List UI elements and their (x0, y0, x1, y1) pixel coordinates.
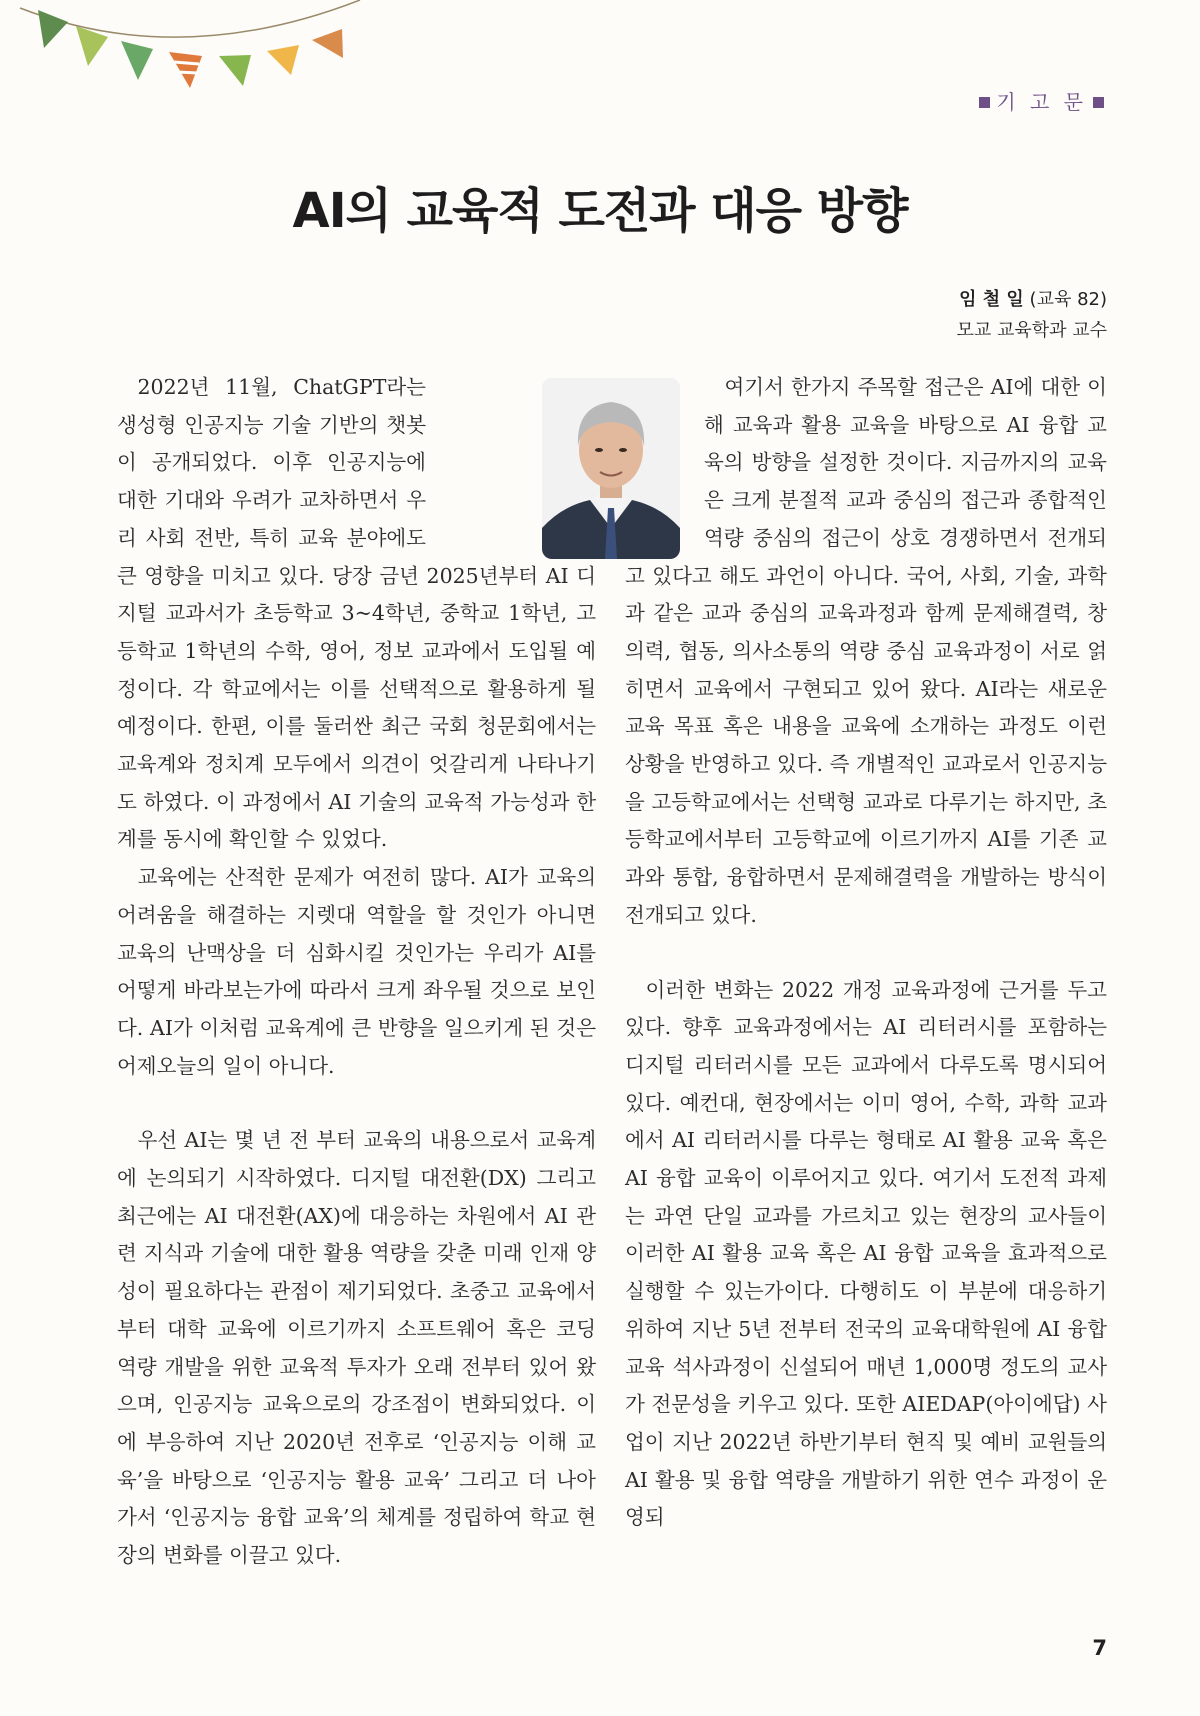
square-bullet-icon (979, 97, 990, 108)
paragraph: 여기서 한가지 주목할 접근은 AI에 대한 이해 교육과 활용 교육을 바탕으로 AI 융합 교육의 방향을 설정한 것이다. 지금까지의 교육은 크게 분절적 교과 중심의 접근과 종합적인 역량 중심의 접근이 상호 경쟁하면서 전개되고 있다고 해도 과언이 아니다. 국어, 사회, 기술, 과학과 같은 교과 중심의 교육과정과 함께 문제해결력, 창의력, 협동, 의사소통의 역량 중심 교육과정이 서로 얽히면서 교육에서 구현되고 있어 왔다. AI라는 새로운 교육 목표 혹은 내용을 교육에 소개하는 과정도 이런 상황을 반영하고 있다. 즉 개별적인 교과로서 인공지능을 고등학교에서는 선택형 교과로 다루기는 하지만, 초등학교에서부터 고등학교에 이르기까지 AI를 기존 교과와 통합, 융합하면서 문제해결력을 개발하는 방식이 전개되고 있다. (625, 375, 1107, 927)
article-column-left (117, 369, 596, 1575)
author-name: 임 철 일 (959, 289, 1024, 310)
paragraph: 교육에는 산적한 문제가 여전히 많다. AI가 교육의 어려움을 해결하는 지렛대 역할을 할 것인가 아니면 교육의 난맥상을 더 심화시킬 것인가는 우리가 AI를 어떻게 바라보는가에 따라서 크게 좌우될 것으로 보인다. AI가 이처럼 교육계에 큰 반향을 일으키게 된 것은 어제오늘의 일이 아니다. (117, 865, 596, 1078)
paragraph: 이러한 변화는 2022 개정 교육과정에 근거를 두고 있다. 향후 교육과정에서는 AI 리터러시를 포함하는 디지털 리터러시를 모든 교과에서 다루도록 명시되어 있다. 예컨대, 현장에서는 이미 영어, 수학, 과학 교과에서 AI 리터러시를 다루는 형태로 AI 활용 교육 혹은 AI 융합 교육이 이루어지고 있다. 여기서 도전적 과제는 과연 단일 교과를 가르치고 있는 현장의 교사들이 이러한 AI 활용 교육 혹은 AI 융합 교육을 효과적으로 실행할 수 있는가이다. 다행히도 이 부분에 대응하기 위하여 지난 5년 전부터 전국의 교육대학원에 AI 융합 교육 석사과정이 신설되어 매년 1,000명 정도의 교사가 전문성을 키우고 있다. 또한 AIEDAP(아이에답) 사업이 지난 2022년 하반기부터 현직 및 예비 교원들의 AI 활용 및 융합 역량을 개발하기 위한 연수 과정이 운영되 (625, 977, 1107, 1530)
page-number: 7 (1092, 1636, 1107, 1660)
square-bullet-icon (1093, 97, 1104, 108)
paragraph: 우선 AI는 몇 년 전 부터 교육의 내용으로서 교육계에 논의되기 시작하였다. 디지털 대전환(DX) 그리고 최근에는 AI 대전환(AX)에 대응하는 차원에서 AI 관련 지식과 기술에 대한 활용 역량을 갖춘 미래 인재 양성이 필요하다는 관점이 제기되었다. 초중고 교육에서부터 대학 교육에 이르기까지 소프트웨어 혹은 코딩 역량 개발을 위한 교육적 투자가 오래 전부터 있어 왔으며, 인공지능 교육으로의 강조점이 변화되었다. 이에 부응하여 지난 2020년 전후로 ‘인공지능 이해 교육’을 바탕으로 ‘인공지능 활용 교육’ 그리고 더 나아가서 ‘인공지능 융합 교육’의 체계를 정립하여 학교 현장의 변화를 이끌고 있다. (117, 1128, 596, 1568)
section-tag (973, 86, 1110, 115)
article-title: AI의 교육적 도전과 대응 방향 (292, 183, 908, 239)
author-photo (542, 378, 680, 559)
author-block (956, 284, 1107, 346)
author-position: 모교 교육학과 교수 (956, 320, 1107, 341)
paragraph: 2022년 11월, ChatGPT라는 생성형 인공지능 기술 기반의 챗봇이 공개되었다. 이후 인공지능에 대한 기대와 우려가 교차하면서 우리 사회 전반, 특히 교육 분야에도 큰 영향을 미치고 있다. 당장 금년 2025년부터 AI 디지털 교과서가 초등학교 3~4학년, 중학교 1학년, 고등학교 1학년의 수학, 영어, 정보 교과에서 도입될 예정이다. 각 학교에서는 이를 선택적으로 활용하게 될 예정이다. 한편, 이를 둘러싼 최근 국회 청문회에서는 교육계와 정치계 모두에서 의견이 엇갈리게 나타나기도 하였다. 이 과정에서 AI 기술의 교육적 가능성과 한계를 동시에 확인할 수 있었다. (117, 375, 596, 852)
author-affiliation: (교육 82) (1029, 289, 1107, 310)
article-column-right (625, 369, 1107, 1537)
bunting-decoration (0, 0, 380, 95)
author-portrait-icon (542, 378, 680, 559)
section-tag-label: 기 고 문 (996, 90, 1087, 114)
